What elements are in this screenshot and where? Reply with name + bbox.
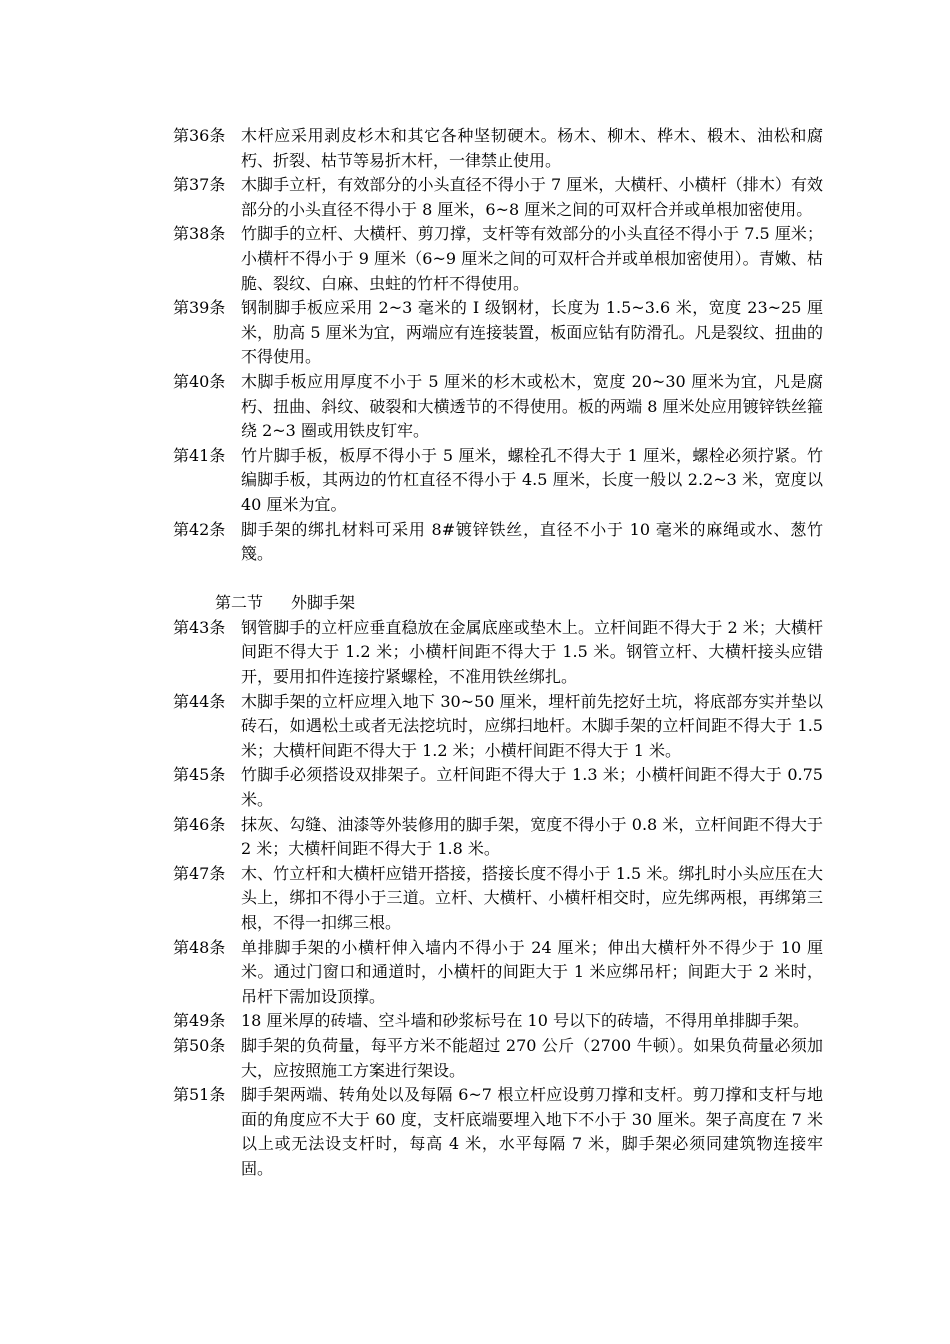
section-title: 外脚手架 xyxy=(291,593,356,613)
article-number: 第36条 xyxy=(173,126,226,145)
article-number: 第44条 xyxy=(173,691,226,711)
article-text: 木脚手板应用厚度不小于 5 厘米的杉木或松木，宽度 20~30 厘米为宜，凡是腐朽、扭曲、斜纹、破裂和大横透节的不得使用。板的两端 8 厘米处应用镀锌铁丝箍绕 2~3 圈或用铁皮钉牢。 xyxy=(241,371,823,441)
article-list-materials xyxy=(173,124,823,567)
article-48 xyxy=(173,936,823,1010)
article-number: 第38条 xyxy=(173,224,226,244)
article-number: 第51条 xyxy=(173,1085,226,1105)
article-number: 第47条 xyxy=(173,863,226,883)
article-number: 第41条 xyxy=(173,445,226,465)
section-number: 第二节 xyxy=(215,593,264,613)
article-text: 钢管脚手的立杆应垂直稳放在金属底座或垫木上。立杆间距不得大于 2 米；大横杆间距不得大于 1.2 米；小横杆间距不得大于 1.5 米。钢管立杆、大横杆接头应错开，要用扣件连接拧紧螺栓，不准用铁丝绑扎。 xyxy=(241,617,823,687)
article-text: 竹片脚手板，板厚不得小于 5 厘米，螺栓孔不得大于 1 厘米，螺栓必须拧紧。竹编脚手板，其两边的竹杠直径不得小于 4.5 厘米，长度一般以 2.2~3 米，宽度以 40 厘米为宜。 xyxy=(241,445,823,514)
article-text: 18 厘米厚的砖墙、空斗墙和砂浆标号在 10 号以下的砖墙，不得用单排脚手架。 xyxy=(241,1011,809,1031)
article-41 xyxy=(173,444,823,518)
article-text: 钢制脚手板应采用 2~3 毫米的 I 级钢材，长度为 1.5~3.6 米，宽度 23~25 厘米，肋高 5 厘米为宜，两端应有连接装置，板面应钻有防滑孔。凡是裂纹、扭曲的不得使用。 xyxy=(241,298,823,367)
article-number: 第39条 xyxy=(173,298,226,318)
article-37 xyxy=(173,173,823,222)
article-51 xyxy=(173,1083,823,1181)
article-text: 木杆应采用剥皮杉木和其它各种坚韧硬木。杨木、柳木、桦木、椴木、油松和腐朽、折裂、枯节等易折木杆，一律禁止使用。 xyxy=(241,126,823,170)
article-number: 第37条 xyxy=(173,175,226,195)
article-49 xyxy=(173,1009,823,1034)
article-number: 第42条 xyxy=(173,519,226,539)
article-text: 脚手架两端、转角处以及每隔 6~7 根立杆应设剪刀撑和支杆。剪刀撑和支杆与地面的角度应不大于 60 度，支杆底端要埋入地下不小于 30 厘米。架子高度在 7 米以上或无法设支杆时，每高 4 米，水平每隔 7 米，脚手架必须同建筑物连接牢固。 xyxy=(241,1085,823,1178)
article-40 xyxy=(173,370,823,444)
article-42 xyxy=(173,518,823,567)
article-number: 第40条 xyxy=(173,371,226,391)
article-text: 脚手架的负荷量，每平方米不能超过 270 公斤（2700 牛顿）。如果负荷量必须加大，应按照施工方案进行架设。 xyxy=(241,1035,823,1080)
article-number: 第43条 xyxy=(173,617,226,637)
article-47 xyxy=(173,862,823,936)
article-number: 第48条 xyxy=(173,937,226,957)
article-43 xyxy=(173,616,823,690)
article-text: 单排脚手架的小横杆伸入墙内不得小于 24 厘米；伸出大横杆外不得少于 10 厘米。通过门窗口和通道时，小横杆的间距大于 1 米应绑吊杆；间距大于 2 米时，吊杆下需加设顶撑。 xyxy=(241,937,823,1006)
article-44 xyxy=(173,690,823,764)
section-heading xyxy=(173,591,823,616)
article-45 xyxy=(173,763,823,812)
article-46 xyxy=(173,813,823,862)
article-number: 第49条 xyxy=(173,1011,226,1031)
article-text: 木、竹立杆和大横杆应错开搭接，搭接长度不得小于 1.5 米。绑扎时小头应压在大头上，绑扣不得小于三道。立杆、大横杆、小横杆相交时，应先绑两根，再绑第三根，不得一扣绑三根。 xyxy=(241,863,823,932)
document-body xyxy=(173,124,823,1182)
article-39 xyxy=(173,296,823,370)
article-38 xyxy=(173,222,823,296)
article-36 xyxy=(173,124,823,173)
article-list-external-scaffold xyxy=(173,616,823,1182)
article-50 xyxy=(173,1034,823,1083)
article-text: 竹脚手的立杆、大横杆、剪刀撑，支杆等有效部分的小头直径不得小于 7.5 厘米；小横杆不得小于 9 厘米（6~9 厘米之间的可双杆合并或单根加密使用）。青嫩、枯脆、裂纹、白麻、虫蛀的竹杆不得使用。 xyxy=(241,224,823,293)
article-number: 第45条 xyxy=(173,765,226,785)
article-text: 木脚手架的立杆应埋入地下 30~50 厘米，埋杆前先挖好土坑，将底部夯实并垫以砖石，如遇松土或者无法挖坑时，应绑扫地杆。木脚手架的立杆间距不得大于 1.5 米；大横杆间距不得大于 1.2 米；小横杆间距不得大于 1 米。 xyxy=(241,691,823,760)
article-text: 木脚手立杆，有效部分的小头直径不得小于 7 厘米，大横杆、小横杆（排木）有效部分的小头直径不得小于 8 厘米，6~8 厘米之间的可双杆合并或单根加密使用。 xyxy=(241,175,823,219)
article-text: 竹脚手必须搭设双排架子。立杆间距不得大于 1.3 米；小横杆间距不得大于 0.75 米。 xyxy=(241,765,823,810)
article-number: 第46条 xyxy=(173,814,226,834)
article-text: 脚手架的绑扎材料可采用 8#镀锌铁丝，直径不小于 10 毫米的麻绳或水、葱竹篾。 xyxy=(241,519,823,564)
article-number: 第50条 xyxy=(173,1035,226,1055)
article-text: 抹灰、勾缝、油漆等外装修用的脚手架，宽度不得小于 0.8 米，立杆间距不得大于 2 米；大横杆间距不得大于 1.8 米。 xyxy=(241,814,823,859)
